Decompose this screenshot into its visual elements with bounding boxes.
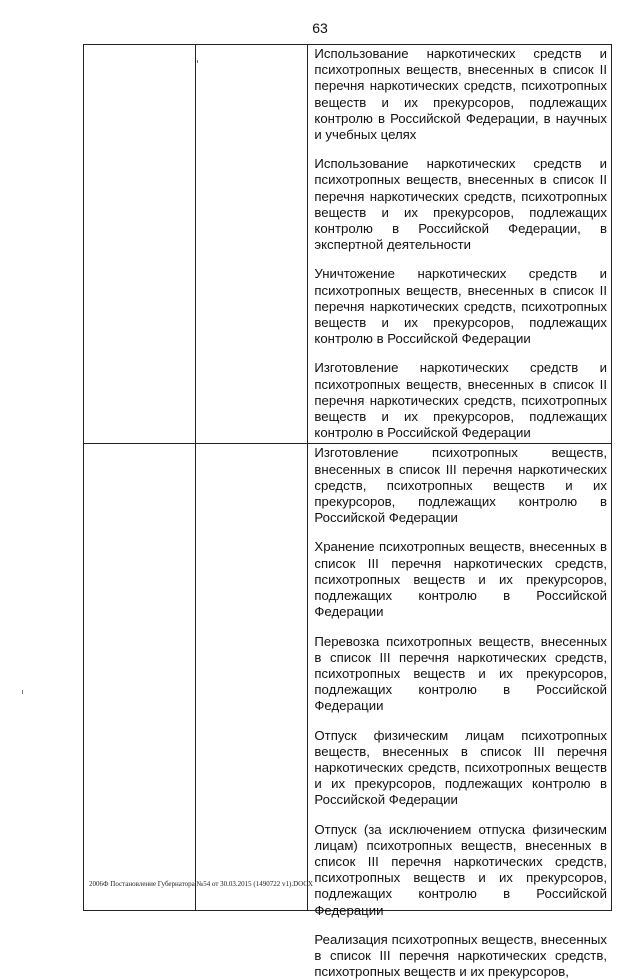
table-cell-empty [84,444,196,911]
activity-entry: Реализация психотропных веществ, внесенных в список III перечня наркотических средств, психотропных веществ и их прекурсоров, [314,931,607,980]
activity-entry: Хранение психотропных веществ, внесенных в список III перечня наркотических средств, психотропных веществ и их прекурсоров, подлежащих контролю в Российской Федерации [314,539,607,620]
activity-entry: Уничтожение наркотических средств и психотропных веществ, внесенных в список II перечня наркотических средств, психотропных веществ и их прекурсоров, подлежащих контролю в Российской Федерации [314,266,607,347]
activity-entry: Использование наркотических средств и психотропных веществ, внесенных в список II перечня наркотических средств, психотропных веществ и их прекурсоров, подлежащих контролю в Российской Федерации, в экспертной деятельности [314,156,607,253]
activity-entry: Использование наркотических средств и психотропных веществ, внесенных в список II перечня наркотических средств, психотропных веществ и их прекурсоров, подлежащих контролю в Российской Федерации, в научных и учебных целях [314,46,607,143]
document-footer: 2006Ф Постановление Губернатора №54 от 30.03.2015 (1490722 v1).DOCX [89,880,313,888]
table-cell-empty [196,45,308,444]
activities-table [83,44,612,980]
page-number: 63 [312,20,328,36]
activity-entry: Изготовление наркотических средств и психотропных веществ, внесенных в список II перечня наркотических средств, психотропных веществ и их прекурсоров, подлежащих контролю в Российской Федерации [314,360,607,441]
table-cell-empty [196,444,308,911]
scan-speck [197,60,198,63]
table-row [84,444,612,911]
table-cell-activities [308,45,612,444]
activity-entry: Отпуск (за исключением отпуска физическим лицам) психотропных веществ, внесенных в список III перечня наркотических средств, психотропных веществ и их прекурсоров, подлежащих контролю в Российской Федерации [314,821,607,918]
table-cell-empty [84,45,196,444]
activity-entry: Отпуск физическим лицам психотропных веществ, внесенных в список III перечня наркотических средств, психотропных веществ и их прекурсоров, подлежащих контролю в Российской Федерации [314,727,607,808]
table-cell-activities [308,444,612,980]
scan-speck [22,690,23,694]
activity-entry: Изготовление психотропных веществ, внесенных в список III перечня наркотических средств, психотропных веществ и их прекурсоров, подлежащих контролю в Российской Федерации [314,445,607,526]
table-row [84,45,612,444]
activity-entry: Перевозка психотропных веществ, внесенных в список III перечня наркотических средств, психотропных веществ и их прекурсоров, подлежащих контролю в Российской Федерации [314,633,607,714]
